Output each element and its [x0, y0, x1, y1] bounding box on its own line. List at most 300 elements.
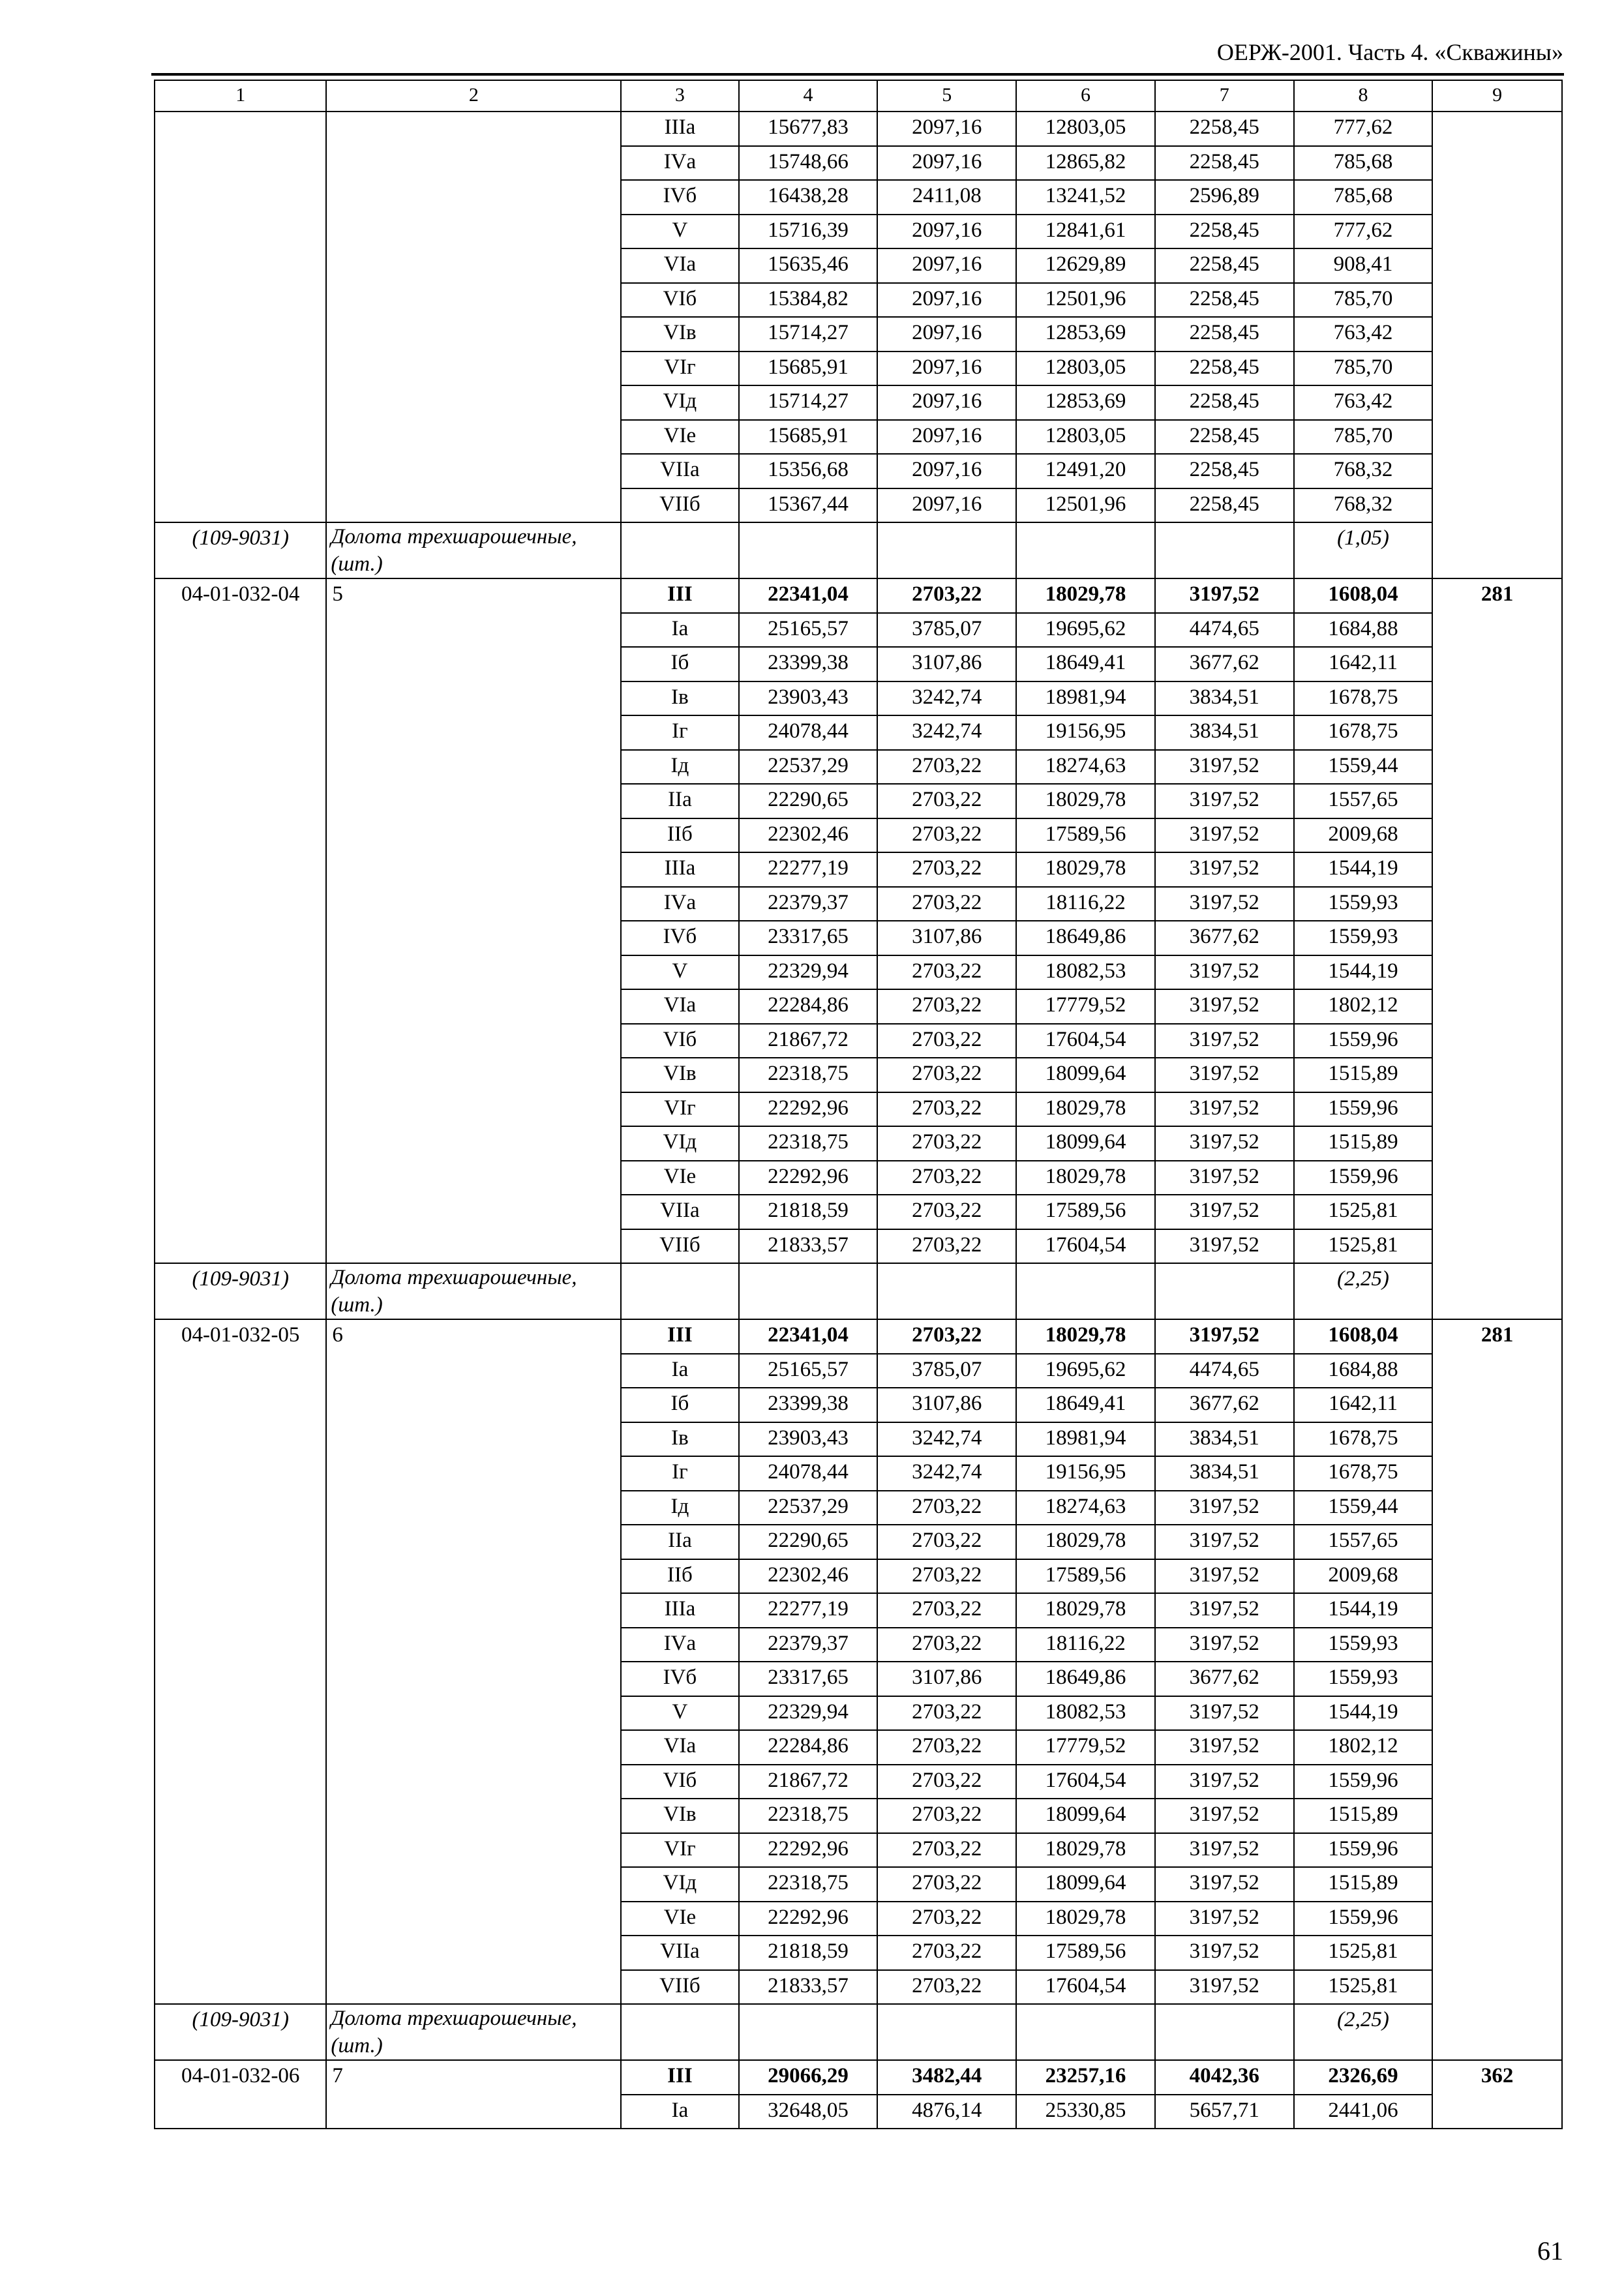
value-cell: 18029,78 — [1016, 578, 1155, 613]
value-cell: 1608,04 — [1294, 1319, 1433, 1354]
value-cell: 23903,43 — [739, 1422, 878, 1457]
value-cell: 2411,08 — [877, 180, 1016, 215]
value-cell: 18116,22 — [1016, 1628, 1155, 1662]
value-cell: 2009,68 — [1294, 1559, 1433, 1594]
value-cell: 1684,88 — [1294, 613, 1433, 648]
resource-qty: (2,25) — [1294, 1263, 1433, 1319]
value-cell: 4474,65 — [1155, 1354, 1294, 1388]
value-cell: 3242,74 — [877, 681, 1016, 716]
value-cell: 12803,05 — [1016, 112, 1155, 146]
value-cell: 1557,65 — [1294, 1525, 1433, 1559]
value-cell: 3834,51 — [1155, 681, 1294, 716]
price-table — [154, 80, 1563, 2129]
zone-cell: V — [621, 215, 738, 249]
zone-cell: III — [621, 578, 738, 613]
value-cell: 2703,22 — [877, 1319, 1016, 1354]
zone-cell: V — [621, 955, 738, 990]
zone-cell: VIIб — [621, 1229, 738, 1264]
column-number-row — [155, 80, 1562, 112]
value-cell: 3197,52 — [1155, 1833, 1294, 1868]
resource-qty: (2,25) — [1294, 2004, 1433, 2060]
value-cell: 2097,16 — [877, 112, 1016, 146]
value-cell: 3197,52 — [1155, 1559, 1294, 1594]
value-cell: 3197,52 — [1155, 1970, 1294, 2005]
value-cell: 2258,45 — [1155, 420, 1294, 455]
column-number: 2 — [326, 80, 621, 112]
value-cell: 24078,44 — [739, 715, 878, 750]
value-cell: 15716,39 — [739, 215, 878, 249]
value-cell: 3197,52 — [1155, 1730, 1294, 1765]
value-cell: 2097,16 — [877, 215, 1016, 249]
value-cell: 1557,65 — [1294, 784, 1433, 818]
zone-cell: VIа — [621, 1730, 738, 1765]
value-cell: 2703,22 — [877, 1628, 1016, 1662]
value-cell: 2326,69 — [1294, 2060, 1433, 2095]
value-cell: 12501,96 — [1016, 488, 1155, 523]
zone-cell: VIа — [621, 248, 738, 283]
column-number: 3 — [621, 80, 738, 112]
empty-cell — [877, 522, 1016, 578]
value-cell: 18029,78 — [1016, 1319, 1155, 1354]
value-cell: 4042,36 — [1155, 2060, 1294, 2095]
value-cell: 2703,22 — [877, 1491, 1016, 1525]
value-cell: 3677,62 — [1155, 647, 1294, 681]
value-cell: 2703,22 — [877, 1024, 1016, 1058]
value-cell: 1515,89 — [1294, 1126, 1433, 1161]
zone-cell: IVа — [621, 1628, 738, 1662]
column-number: 4 — [739, 80, 878, 112]
column-number: 9 — [1432, 80, 1562, 112]
value-cell: 2097,16 — [877, 248, 1016, 283]
zone-cell: VIIа — [621, 1195, 738, 1229]
value-cell: 908,41 — [1294, 248, 1433, 283]
value-cell: 22379,37 — [739, 887, 878, 921]
empty-cell — [1016, 1263, 1155, 1319]
value-cell: 15384,82 — [739, 283, 878, 318]
value-cell: 2258,45 — [1155, 385, 1294, 420]
value-cell: 2097,16 — [877, 488, 1016, 523]
zone-cell: IIIа — [621, 112, 738, 146]
value-cell: 2703,22 — [877, 1765, 1016, 1799]
value-cell: 18099,64 — [1016, 1867, 1155, 1902]
value-cell: 22302,46 — [739, 818, 878, 853]
value-cell: 18274,63 — [1016, 750, 1155, 785]
value-cell: 18029,78 — [1016, 1092, 1155, 1127]
value-cell: 22284,86 — [739, 1730, 878, 1765]
code-cell: 04-01-032-05 — [155, 1319, 326, 2004]
value-cell: 1802,12 — [1294, 1730, 1433, 1765]
value-cell: 22292,96 — [739, 1833, 878, 1868]
value-cell: 2441,06 — [1294, 2095, 1433, 2129]
value-cell: 768,32 — [1294, 488, 1433, 523]
value-cell: 22292,96 — [739, 1902, 878, 1936]
value-cell: 1515,89 — [1294, 1799, 1433, 1833]
value-cell: 18649,86 — [1016, 921, 1155, 955]
zone-cell: Iд — [621, 1491, 738, 1525]
value-cell: 19695,62 — [1016, 1354, 1155, 1388]
value-cell: 17589,56 — [1016, 1936, 1155, 1970]
value-cell: 13241,52 — [1016, 180, 1155, 215]
value-cell: 19156,95 — [1016, 1456, 1155, 1491]
value-cell: 2009,68 — [1294, 818, 1433, 853]
value-cell: 3197,52 — [1155, 1765, 1294, 1799]
value-cell: 23257,16 — [1016, 2060, 1155, 2095]
value-cell: 3107,86 — [877, 921, 1016, 955]
value-cell: 12501,96 — [1016, 283, 1155, 318]
value-cell: 2258,45 — [1155, 454, 1294, 488]
value-cell: 32648,05 — [739, 2095, 878, 2129]
value-cell: 22277,19 — [739, 1593, 878, 1628]
value-cell: 22302,46 — [739, 1559, 878, 1594]
code-cell: 04-01-032-04 — [155, 578, 326, 1263]
resource-name: Долота трехшарошечные, (шт.) — [326, 522, 621, 578]
zone-cell: VIг — [621, 1833, 738, 1868]
value-cell: 3197,52 — [1155, 1024, 1294, 1058]
zone-cell: Iб — [621, 647, 738, 681]
value-cell: 1525,81 — [1294, 1970, 1433, 2005]
value-cell: 2703,22 — [877, 1058, 1016, 1092]
value-cell: 1642,11 — [1294, 1388, 1433, 1422]
value-cell: 3197,52 — [1155, 955, 1294, 990]
value-cell: 1544,19 — [1294, 955, 1433, 990]
zone-cell: Iг — [621, 1456, 738, 1491]
zone-cell: VIе — [621, 1161, 738, 1195]
empty-cell — [621, 522, 738, 578]
resource-name: Долота трехшарошечные, (шт.) — [326, 1263, 621, 1319]
resource-name: Долота трехшарошечные, (шт.) — [326, 2004, 621, 2060]
value-cell: 15367,44 — [739, 488, 878, 523]
value-cell: 15748,66 — [739, 146, 878, 181]
value-cell: 22341,04 — [739, 578, 878, 613]
table-row — [155, 112, 1562, 146]
workers-cell — [1432, 112, 1562, 578]
value-cell: 18029,78 — [1016, 784, 1155, 818]
value-cell: 22341,04 — [739, 1319, 878, 1354]
code-cell — [155, 112, 326, 522]
value-cell: 763,42 — [1294, 385, 1433, 420]
value-cell: 22537,29 — [739, 750, 878, 785]
value-cell: 3785,07 — [877, 1354, 1016, 1388]
value-cell: 2703,22 — [877, 1092, 1016, 1127]
value-cell: 22318,75 — [739, 1799, 878, 1833]
value-cell: 17589,56 — [1016, 818, 1155, 853]
value-cell: 3197,52 — [1155, 1628, 1294, 1662]
value-cell: 1684,88 — [1294, 1354, 1433, 1388]
resource-row — [155, 1263, 1562, 1319]
value-cell: 2703,22 — [877, 1970, 1016, 2005]
zone-cell: VIб — [621, 1765, 738, 1799]
value-cell: 22290,65 — [739, 1525, 878, 1559]
empty-cell — [1016, 2004, 1155, 2060]
value-cell: 22318,75 — [739, 1126, 878, 1161]
value-cell: 3107,86 — [877, 1662, 1016, 1696]
value-cell: 2703,22 — [877, 1936, 1016, 1970]
value-cell: 1544,19 — [1294, 852, 1433, 887]
value-cell: 2703,22 — [877, 1195, 1016, 1229]
value-cell: 3197,52 — [1155, 1229, 1294, 1264]
value-cell: 17604,54 — [1016, 1970, 1155, 2005]
value-cell: 12841,61 — [1016, 215, 1155, 249]
value-cell: 1559,93 — [1294, 921, 1433, 955]
value-cell: 2258,45 — [1155, 283, 1294, 318]
value-cell: 23317,65 — [739, 1662, 878, 1696]
value-cell: 1559,96 — [1294, 1161, 1433, 1195]
zone-cell: VIд — [621, 385, 738, 420]
value-cell: 1525,81 — [1294, 1936, 1433, 1970]
zone-cell: Iг — [621, 715, 738, 750]
value-cell: 22292,96 — [739, 1092, 878, 1127]
value-cell: 3834,51 — [1155, 1422, 1294, 1457]
value-cell: 18082,53 — [1016, 955, 1155, 990]
value-cell: 2258,45 — [1155, 488, 1294, 523]
value-cell: 2258,45 — [1155, 112, 1294, 146]
value-cell: 763,42 — [1294, 317, 1433, 352]
value-cell: 1608,04 — [1294, 578, 1433, 613]
value-cell: 3197,52 — [1155, 1696, 1294, 1731]
value-cell: 3197,52 — [1155, 1867, 1294, 1902]
value-cell: 3197,52 — [1155, 1491, 1294, 1525]
value-cell: 785,70 — [1294, 283, 1433, 318]
value-cell: 2703,22 — [877, 1593, 1016, 1628]
running-header: ОЕРЖ-2001. Часть 4. «Скважины» — [1216, 39, 1563, 65]
value-cell: 22290,65 — [739, 784, 878, 818]
value-cell: 3677,62 — [1155, 921, 1294, 955]
value-cell: 18649,41 — [1016, 1388, 1155, 1422]
value-cell: 2097,16 — [877, 146, 1016, 181]
value-cell: 22284,86 — [739, 989, 878, 1024]
value-cell: 17604,54 — [1016, 1024, 1155, 1058]
value-cell: 25165,57 — [739, 613, 878, 648]
value-cell: 2097,16 — [877, 385, 1016, 420]
value-cell: 18029,78 — [1016, 1902, 1155, 1936]
value-cell: 18649,41 — [1016, 647, 1155, 681]
value-cell: 1559,44 — [1294, 750, 1433, 785]
empty-cell — [877, 1263, 1016, 1319]
value-cell: 1559,96 — [1294, 1765, 1433, 1799]
value-cell: 22292,96 — [739, 1161, 878, 1195]
column-number: 8 — [1294, 80, 1433, 112]
value-cell: 1559,96 — [1294, 1833, 1433, 1868]
value-cell: 15635,46 — [739, 248, 878, 283]
value-cell: 1559,96 — [1294, 1024, 1433, 1058]
value-cell: 19156,95 — [1016, 715, 1155, 750]
value-cell: 23317,65 — [739, 921, 878, 955]
value-cell: 785,70 — [1294, 420, 1433, 455]
name-cell: 5 — [326, 578, 621, 1263]
value-cell: 3197,52 — [1155, 578, 1294, 613]
resource-qty: (1,05) — [1294, 522, 1433, 578]
value-cell: 3242,74 — [877, 1456, 1016, 1491]
value-cell: 19695,62 — [1016, 613, 1155, 648]
zone-cell: VIIа — [621, 1936, 738, 1970]
value-cell: 2703,22 — [877, 1730, 1016, 1765]
zone-cell: VIIб — [621, 488, 738, 523]
value-cell: 2097,16 — [877, 317, 1016, 352]
value-cell: 4474,65 — [1155, 613, 1294, 648]
section-main-row — [155, 578, 1562, 613]
value-cell: 23399,38 — [739, 647, 878, 681]
value-cell: 1559,44 — [1294, 1491, 1433, 1525]
value-cell: 2703,22 — [877, 818, 1016, 853]
value-cell: 25330,85 — [1016, 2095, 1155, 2129]
value-cell: 22318,75 — [739, 1867, 878, 1902]
zone-cell: Iа — [621, 1354, 738, 1388]
empty-cell — [1155, 2004, 1294, 2060]
value-cell: 2097,16 — [877, 454, 1016, 488]
value-cell: 18981,94 — [1016, 681, 1155, 716]
resource-row — [155, 2004, 1562, 2060]
value-cell: 18099,64 — [1016, 1799, 1155, 1833]
value-cell: 2703,22 — [877, 1229, 1016, 1264]
value-cell: 18029,78 — [1016, 1833, 1155, 1868]
value-cell: 17604,54 — [1016, 1765, 1155, 1799]
value-cell: 2703,22 — [877, 887, 1016, 921]
section-main-row — [155, 2060, 1562, 2095]
value-cell: 22537,29 — [739, 1491, 878, 1525]
value-cell: 25165,57 — [739, 1354, 878, 1388]
value-cell: 3242,74 — [877, 1422, 1016, 1457]
value-cell: 3197,52 — [1155, 750, 1294, 785]
value-cell: 21818,59 — [739, 1936, 878, 1970]
zone-cell: VIб — [621, 1024, 738, 1058]
value-cell: 18029,78 — [1016, 1161, 1155, 1195]
value-cell: 1559,96 — [1294, 1092, 1433, 1127]
empty-cell — [1155, 522, 1294, 578]
value-cell: 12629,89 — [1016, 248, 1155, 283]
value-cell: 2703,22 — [877, 1902, 1016, 1936]
value-cell: 22318,75 — [739, 1058, 878, 1092]
value-cell: 18029,78 — [1016, 1525, 1155, 1559]
value-cell: 2703,22 — [877, 1867, 1016, 1902]
value-cell: 18649,86 — [1016, 1662, 1155, 1696]
section-main-row — [155, 1319, 1562, 1354]
workers-cell: 281 — [1432, 1319, 1562, 2060]
value-cell: 16438,28 — [739, 180, 878, 215]
value-cell: 3482,44 — [877, 2060, 1016, 2095]
zone-cell: Iб — [621, 1388, 738, 1422]
value-cell: 3834,51 — [1155, 1456, 1294, 1491]
value-cell: 2703,22 — [877, 1559, 1016, 1594]
value-cell: 2703,22 — [877, 989, 1016, 1024]
zone-cell: IIIа — [621, 1593, 738, 1628]
value-cell: 21867,72 — [739, 1024, 878, 1058]
zone-cell: VIе — [621, 420, 738, 455]
value-cell: 3197,52 — [1155, 989, 1294, 1024]
value-cell: 12803,05 — [1016, 420, 1155, 455]
empty-cell — [621, 1263, 738, 1319]
value-cell: 18099,64 — [1016, 1126, 1155, 1161]
value-cell: 5657,71 — [1155, 2095, 1294, 2129]
value-cell: 21833,57 — [739, 1229, 878, 1264]
value-cell: 18274,63 — [1016, 1491, 1155, 1525]
column-number: 5 — [877, 80, 1016, 112]
zone-cell: IVа — [621, 887, 738, 921]
value-cell: 1559,93 — [1294, 887, 1433, 921]
empty-cell — [1016, 522, 1155, 578]
value-cell: 3197,52 — [1155, 1936, 1294, 1970]
zone-cell: IIб — [621, 1559, 738, 1594]
empty-cell — [621, 2004, 738, 2060]
name-cell: 7 — [326, 2060, 621, 2129]
column-number: 1 — [155, 80, 326, 112]
value-cell: 15714,27 — [739, 317, 878, 352]
value-cell: 3677,62 — [1155, 1388, 1294, 1422]
value-cell: 785,68 — [1294, 180, 1433, 215]
value-cell: 2703,22 — [877, 750, 1016, 785]
value-cell: 2097,16 — [877, 283, 1016, 318]
value-cell: 2258,45 — [1155, 248, 1294, 283]
empty-cell — [1155, 1263, 1294, 1319]
zone-cell: IIб — [621, 818, 738, 853]
value-cell: 15356,68 — [739, 454, 878, 488]
value-cell: 2258,45 — [1155, 215, 1294, 249]
value-cell: 2258,45 — [1155, 317, 1294, 352]
value-cell: 12853,69 — [1016, 385, 1155, 420]
value-cell: 2703,22 — [877, 1696, 1016, 1731]
name-cell: 6 — [326, 1319, 621, 2004]
value-cell: 3197,52 — [1155, 1902, 1294, 1936]
zone-cell: V — [621, 1696, 738, 1731]
value-cell: 22329,94 — [739, 1696, 878, 1731]
value-cell: 23399,38 — [739, 1388, 878, 1422]
value-cell: 2703,22 — [877, 1799, 1016, 1833]
value-cell: 18981,94 — [1016, 1422, 1155, 1457]
value-cell: 12865,82 — [1016, 146, 1155, 181]
resource-code: (109-9031) — [155, 2004, 326, 2060]
zone-cell: VIд — [621, 1867, 738, 1902]
value-cell: 4876,14 — [877, 2095, 1016, 2129]
zone-cell: VIе — [621, 1902, 738, 1936]
value-cell: 3197,52 — [1155, 1058, 1294, 1092]
value-cell: 2703,22 — [877, 1161, 1016, 1195]
value-cell: 3197,52 — [1155, 1161, 1294, 1195]
value-cell: 15685,91 — [739, 420, 878, 455]
zone-cell: Iа — [621, 2095, 738, 2129]
empty-cell — [739, 1263, 878, 1319]
value-cell: 1515,89 — [1294, 1058, 1433, 1092]
zone-cell: VIв — [621, 317, 738, 352]
value-cell: 3197,52 — [1155, 1799, 1294, 1833]
value-cell: 3107,86 — [877, 1388, 1016, 1422]
value-cell: 2596,89 — [1155, 180, 1294, 215]
resource-row — [155, 522, 1562, 578]
zone-cell: VIд — [621, 1126, 738, 1161]
zone-cell: IVб — [621, 180, 738, 215]
zone-cell: IVб — [621, 1662, 738, 1696]
value-cell: 29066,29 — [739, 2060, 878, 2095]
value-cell: 2703,22 — [877, 1525, 1016, 1559]
value-cell: 21867,72 — [739, 1765, 878, 1799]
value-cell: 3197,52 — [1155, 852, 1294, 887]
value-cell: 2703,22 — [877, 1833, 1016, 1868]
value-cell: 2097,16 — [877, 352, 1016, 386]
value-cell: 1544,19 — [1294, 1696, 1433, 1731]
value-cell: 3107,86 — [877, 647, 1016, 681]
zone-cell: Iв — [621, 681, 738, 716]
value-cell: 785,68 — [1294, 146, 1433, 181]
empty-cell — [877, 2004, 1016, 2060]
value-cell: 17779,52 — [1016, 989, 1155, 1024]
value-cell: 22329,94 — [739, 955, 878, 990]
zone-cell: IVб — [621, 921, 738, 955]
value-cell: 3834,51 — [1155, 715, 1294, 750]
value-cell: 2703,22 — [877, 578, 1016, 613]
header-rule — [151, 73, 1564, 76]
value-cell: 3197,52 — [1155, 1525, 1294, 1559]
value-cell: 1802,12 — [1294, 989, 1433, 1024]
value-cell: 2097,16 — [877, 420, 1016, 455]
zone-cell: Iд — [621, 750, 738, 785]
